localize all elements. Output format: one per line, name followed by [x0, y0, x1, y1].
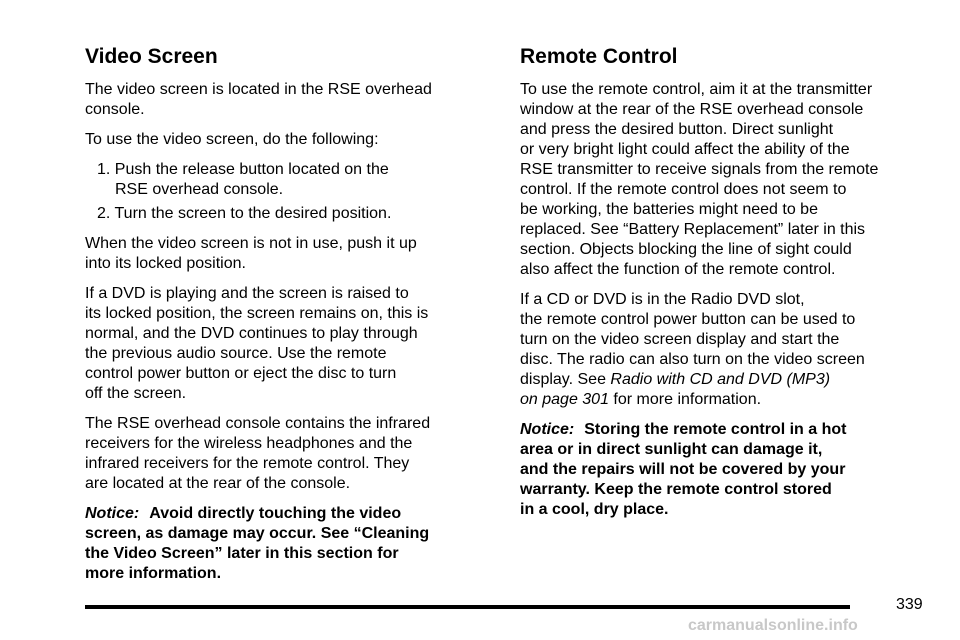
watermark: carmanualsonline.info: [688, 617, 858, 634]
cd-dvd-text: If a CD or DVD is in the Radio DVD slot, the remote control power button can be used to turn on the video screen display and start the disc. The radio can also turn on the video screen display. See: [520, 291, 865, 388]
cd-dvd-paragraph: [520, 290, 930, 410]
left-column: [85, 44, 485, 594]
step-1: 1. Push the release button located on the RSE overhead console.: [97, 161, 389, 198]
remote-control-heading: Remote Control: [520, 45, 678, 68]
remote-control-notice: [520, 420, 930, 520]
remote-usage-paragraph: To use the remote control, aim it at the transmitter window at the rear of the RSE overhead console and press the desired button. Direct sunlight or very bright light could affect the ability of the RSE transmitter to receive signals from the remote control. If the remote control does not seem to be working, the batteries might need to be replaced. See “Battery Replacement” later in this section. Objects blocking the line of sight could also affect the function of the remote control.: [520, 81, 879, 278]
infrared-receivers-paragraph: The RSE overhead console contains the infrared receivers for the wireless headphones and the infrared receivers for the remote control. They are located at the rear of the console.: [85, 415, 431, 492]
notice-text: Avoid directly touching the video screen, as damage may occur. See “Cleaning the Video Screen” later in this section for more information.: [85, 505, 430, 582]
video-screen-heading: Video Screen: [85, 45, 218, 68]
location-paragraph: The video screen is located in the RSE overhead console.: [85, 81, 432, 118]
right-column: [520, 44, 930, 530]
video-screen-notice: [85, 504, 485, 584]
cd-dvd-text-after: for more information.: [608, 391, 762, 408]
steps-list: [85, 160, 485, 224]
footer-rule: [85, 605, 850, 609]
dvd-playing-paragraph: If a DVD is playing and the screen is raised to its locked position, the screen remains on, this is normal, and the DVD continues to play through the previous audio source. Use the remote control power button or eject the disc to turn off the screen.: [85, 285, 429, 402]
notice-label: Notice:: [85, 505, 140, 522]
not-in-use-paragraph: When the video screen is not in use, push it up into its locked position.: [85, 235, 417, 272]
notice-label: Notice:: [520, 421, 575, 438]
instructions-intro: To use the video screen, do the following:: [85, 131, 379, 148]
notice-text: Storing the remote control in a hot area or in direct sunlight can damage it, and the repairs will not be covered by your warranty. Keep the remote control stored in a cool, dry place.: [520, 421, 847, 518]
step-2: 2. Turn the screen to the desired position.: [97, 205, 392, 222]
page-number: 339: [896, 596, 923, 613]
radio-reference-link[interactable]: Radio with CD and DVD (MP3) on page 301: [520, 371, 831, 408]
